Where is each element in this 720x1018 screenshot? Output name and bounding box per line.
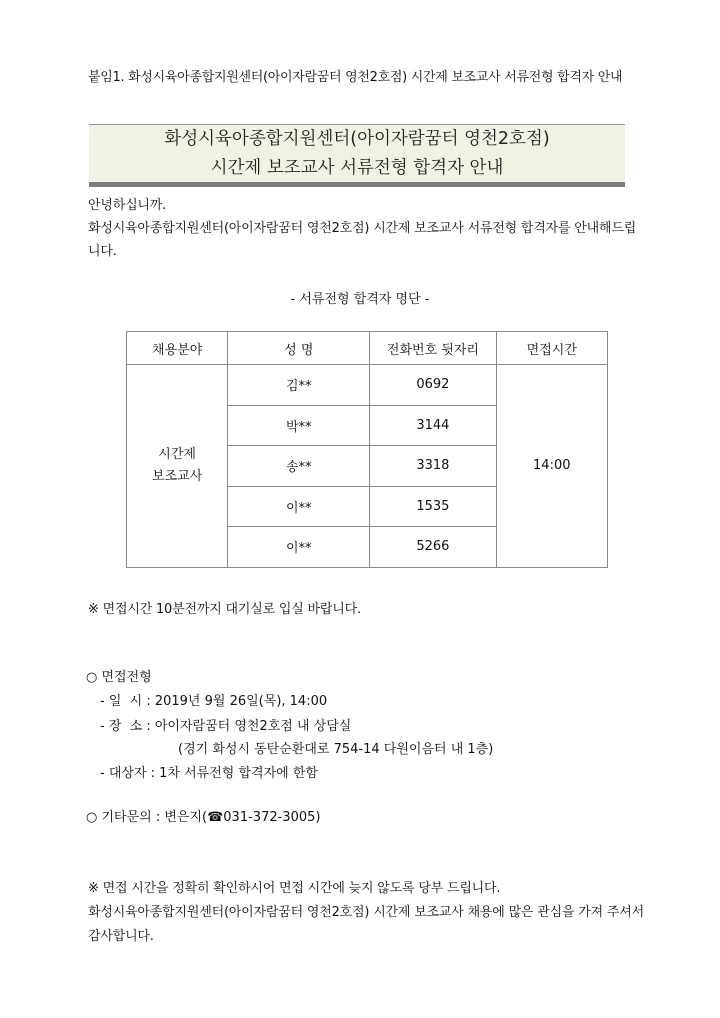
title-box — [89, 124, 625, 183]
list-title: - 서류전형 합격자 명단 - — [290, 292, 430, 307]
header-field: 채용분야 — [127, 332, 228, 365]
closing-line-2: 화성시육아종합지원센터(아이자람꿈터 영천2호점) 시간제 보조교사 채용에 많은 관심을 가져 주셔서 감사합니다. — [88, 905, 644, 944]
header-interview-time: 면접시간 — [496, 332, 607, 365]
closing-line-1: ※ 면접 시간을 정확히 확인하시어 면접 시간에 늦지 않도록 당부 드립니다. — [88, 881, 501, 896]
interview-address: (경기 화성시 동탄순환대로 754-14 다원이음터 내 1층) — [178, 742, 494, 757]
closing-note — [88, 877, 648, 949]
interview-place: - 장 소 : 아이자람꿈터 영천2호점 내 상담실 — [100, 719, 352, 734]
field-cell — [127, 365, 228, 568]
table-header-row — [127, 332, 608, 365]
field-line-1: 시간제 — [158, 446, 196, 462]
name-cell: 이** — [228, 486, 370, 527]
passer-table — [126, 331, 608, 568]
greeting-hello: 안녕하십니까. — [88, 198, 167, 213]
arrival-note: ※ 면접시간 10분전까지 대기실로 입실 바랍니다. — [88, 602, 361, 617]
interview-date: - 일 시 : 2019년 9월 26일(목), 14:00 — [100, 694, 328, 709]
interview-target: - 대상자 : 1차 서류전형 합격자에 한함 — [100, 766, 318, 781]
phone-cell: 3144 — [370, 405, 496, 446]
name-cell: 송** — [228, 446, 370, 487]
field-line-2: 보조교사 — [152, 468, 203, 484]
phone-cell: 0692 — [370, 365, 496, 406]
title-line-1: 화성시육아종합지원센터(아이자람꿈터 영천2호점) — [164, 129, 550, 149]
greeting-body: 화성시육아종합지원센터(아이자람꿈터 영천2호점) 시간제 보조교사 서류전형 합격자를 안내해드립니다. — [88, 221, 637, 259]
title-underline — [89, 182, 625, 187]
name-cell: 박** — [228, 405, 370, 446]
header-phone: 전화번호 뒷자리 — [370, 332, 496, 365]
contact-info: ○ 기타문의 : 변은지(☎031-372-3005) — [86, 810, 321, 825]
table-row — [127, 365, 608, 406]
title-line-2: 시간제 보조교사 서류전형 합격자 안내 — [210, 158, 504, 178]
attachment-label: 붙임1. 화성시육아종합지원센터(아이자람꿈터 영천2호점) 시간제 보조교사 서류전형 합격자 안내 — [88, 70, 623, 85]
greeting — [88, 194, 648, 263]
name-cell: 이** — [228, 527, 370, 568]
interview-heading: ○ 면접전형 — [86, 670, 152, 685]
interview-time-cell: 14:00 — [496, 365, 607, 568]
phone-cell: 1535 — [370, 486, 496, 527]
phone-cell: 5266 — [370, 527, 496, 568]
phone-cell: 3318 — [370, 446, 496, 487]
header-name: 성 명 — [228, 332, 370, 365]
name-cell: 김** — [228, 365, 370, 406]
